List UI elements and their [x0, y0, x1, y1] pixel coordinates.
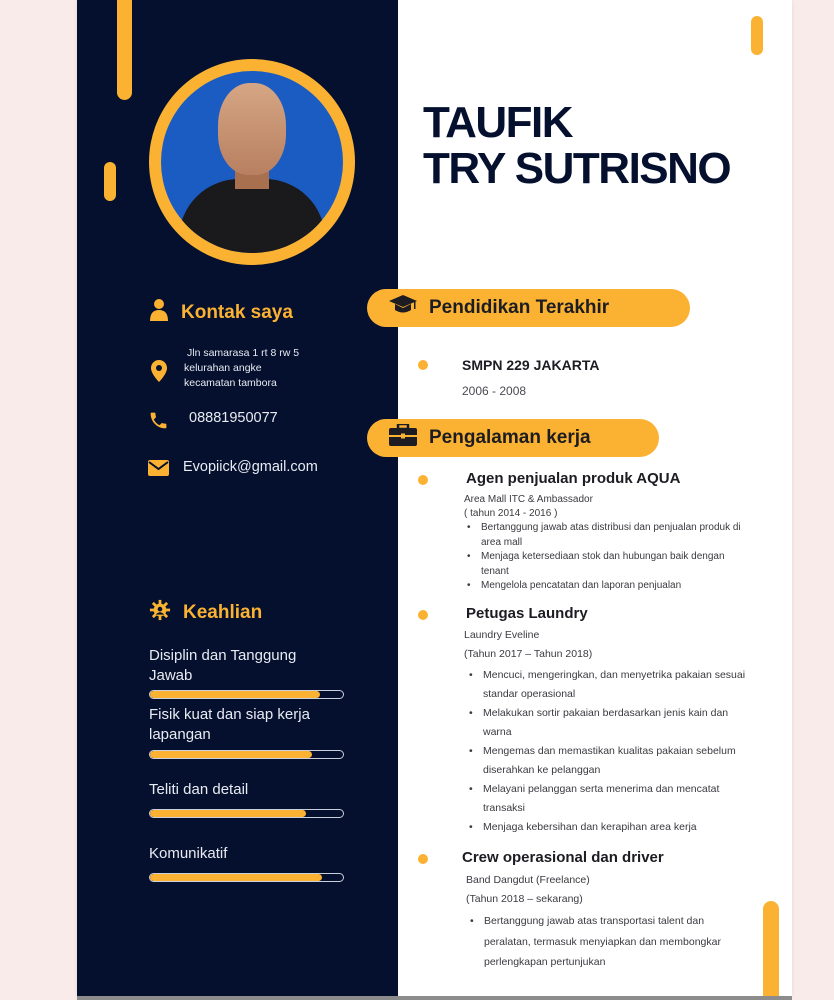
- skills-heading-label: Keahlian: [183, 602, 263, 623]
- contact-phone: [147, 410, 278, 431]
- job-duty: • Melakukan sortir pakaian berdasarkan jenis kain dan warna: [467, 704, 757, 742]
- skill-label-line: Fisik kuat dan siap kerja: [149, 706, 310, 723]
- briefcase-icon: [389, 424, 417, 452]
- skill-label: [149, 705, 344, 745]
- job-company: Laundry Eveline: [464, 629, 540, 641]
- graduation-cap-icon: [389, 295, 417, 321]
- decorative-bar: [751, 16, 763, 55]
- profile-photo-frame: [149, 59, 355, 265]
- job-duty: • Bertanggung jawab atas distribusi dan penjualan produk di area mall: [465, 521, 745, 550]
- photo-shirt: [179, 179, 325, 253]
- job-title: Petugas Laundry: [466, 605, 588, 622]
- experience-heading-label: Pengalaman kerja: [429, 427, 591, 448]
- job-duty: • Mengelola pencatatan dan laporan penjualan: [465, 579, 745, 594]
- skill-label-line: Disiplin dan Tanggung: [149, 647, 297, 664]
- decorative-bar: [104, 162, 116, 201]
- decorative-bar: [117, 0, 132, 100]
- job-duty: • Mencuci, mengeringkan, dan menyetrika pakaian sesuai standar operasional: [467, 666, 757, 704]
- email-address[interactable]: Evopiick@gmail.com: [183, 459, 318, 475]
- gear-icon: [149, 599, 171, 627]
- address-line-3: kecamatan tambora: [184, 377, 277, 389]
- job-duties: [467, 666, 757, 837]
- skill-label: [149, 646, 344, 686]
- skill-bar: [149, 750, 344, 759]
- address-text: [184, 346, 299, 391]
- skill-label-line: Teliti dan detail: [149, 781, 249, 798]
- phone-icon: [147, 410, 169, 431]
- skill-label: [149, 844, 344, 864]
- skill-label-line: Jawab: [149, 667, 193, 684]
- job-duty: • Mengemas dan memastikan kualitas pakaian sebelum diserahkan ke pelanggan: [467, 742, 757, 780]
- job-title: Crew operasional dan driver: [462, 849, 664, 866]
- contact-heading-label: Kontak saya: [181, 302, 293, 323]
- decorative-bar: [763, 901, 779, 996]
- address-line-1: Jln samarasa 1 rt 8 rw 5: [187, 347, 300, 359]
- school-years: 2006 - 2008: [462, 384, 527, 398]
- skills-heading: [149, 599, 262, 627]
- resume-page: [77, 0, 792, 996]
- timeline-dot: [418, 360, 428, 370]
- contact-email: [147, 459, 318, 476]
- job-duty: • Menjaga ketersediaan stok dan hubungan baik dengan tenant: [465, 550, 745, 579]
- education-heading-label: Pendidikan Terakhir: [429, 297, 610, 318]
- phone-number[interactable]: 08881950077: [189, 410, 278, 426]
- contact-heading: [149, 298, 293, 328]
- skill-bar-fill: [150, 810, 306, 817]
- job-duties: [465, 521, 745, 594]
- job-period: ( tahun 2014 - 2016 ): [464, 508, 558, 519]
- skill-bar-fill: [150, 691, 320, 698]
- profile-photo: [161, 71, 343, 253]
- skill-bar: [149, 873, 344, 882]
- skill-label-line: lapangan: [149, 726, 211, 743]
- job-duties: [468, 911, 748, 973]
- skill-bar-fill: [150, 874, 322, 881]
- skill-bar-fill: [150, 751, 312, 758]
- job-company: Area Mall ITC & Ambassador: [464, 494, 593, 505]
- school-name: SMPN 229 JAKARTA: [462, 357, 600, 373]
- timeline-dot: [418, 854, 428, 864]
- job-company: Band Dangdut (Freelance): [466, 874, 590, 886]
- skill-label-line: Komunikatif: [149, 845, 228, 862]
- first-name: TAUFIK: [423, 98, 573, 147]
- experience-heading: [367, 419, 659, 457]
- job-duty: • Bertanggung jawab atas transportasi talent dan peralatan, termasuk menyiapkan dan membongkar perlengkapan pertunjukan: [468, 911, 748, 973]
- skill-bar: [149, 690, 344, 699]
- timeline-dot: [418, 475, 428, 485]
- user-icon: [149, 298, 169, 328]
- last-name: TRY SUTRISNO: [423, 144, 731, 193]
- page-bottom-edge: [77, 996, 792, 1000]
- skill-bar: [149, 809, 344, 818]
- education-heading: [367, 289, 690, 327]
- timeline-dot: [418, 610, 428, 620]
- job-period: (Tahun 2018 – sekarang): [466, 893, 583, 905]
- location-pin-icon: [148, 360, 170, 382]
- contact-address: [148, 346, 299, 391]
- job-duty: • Melayani pelanggan serta menerima dan mencatat transaksi: [467, 780, 757, 818]
- skill-label: [149, 780, 344, 800]
- job-period: (Tahun 2017 – Tahun 2018): [464, 648, 593, 660]
- job-title: Agen penjualan produk AQUA: [466, 470, 681, 487]
- job-duty: • Menjaga kebersihan dan kerapihan area kerja: [467, 818, 757, 837]
- full-name: [423, 100, 730, 192]
- envelope-icon: [147, 460, 169, 476]
- photo-head: [218, 83, 286, 175]
- address-line-2: kelurahan angke: [184, 362, 262, 374]
